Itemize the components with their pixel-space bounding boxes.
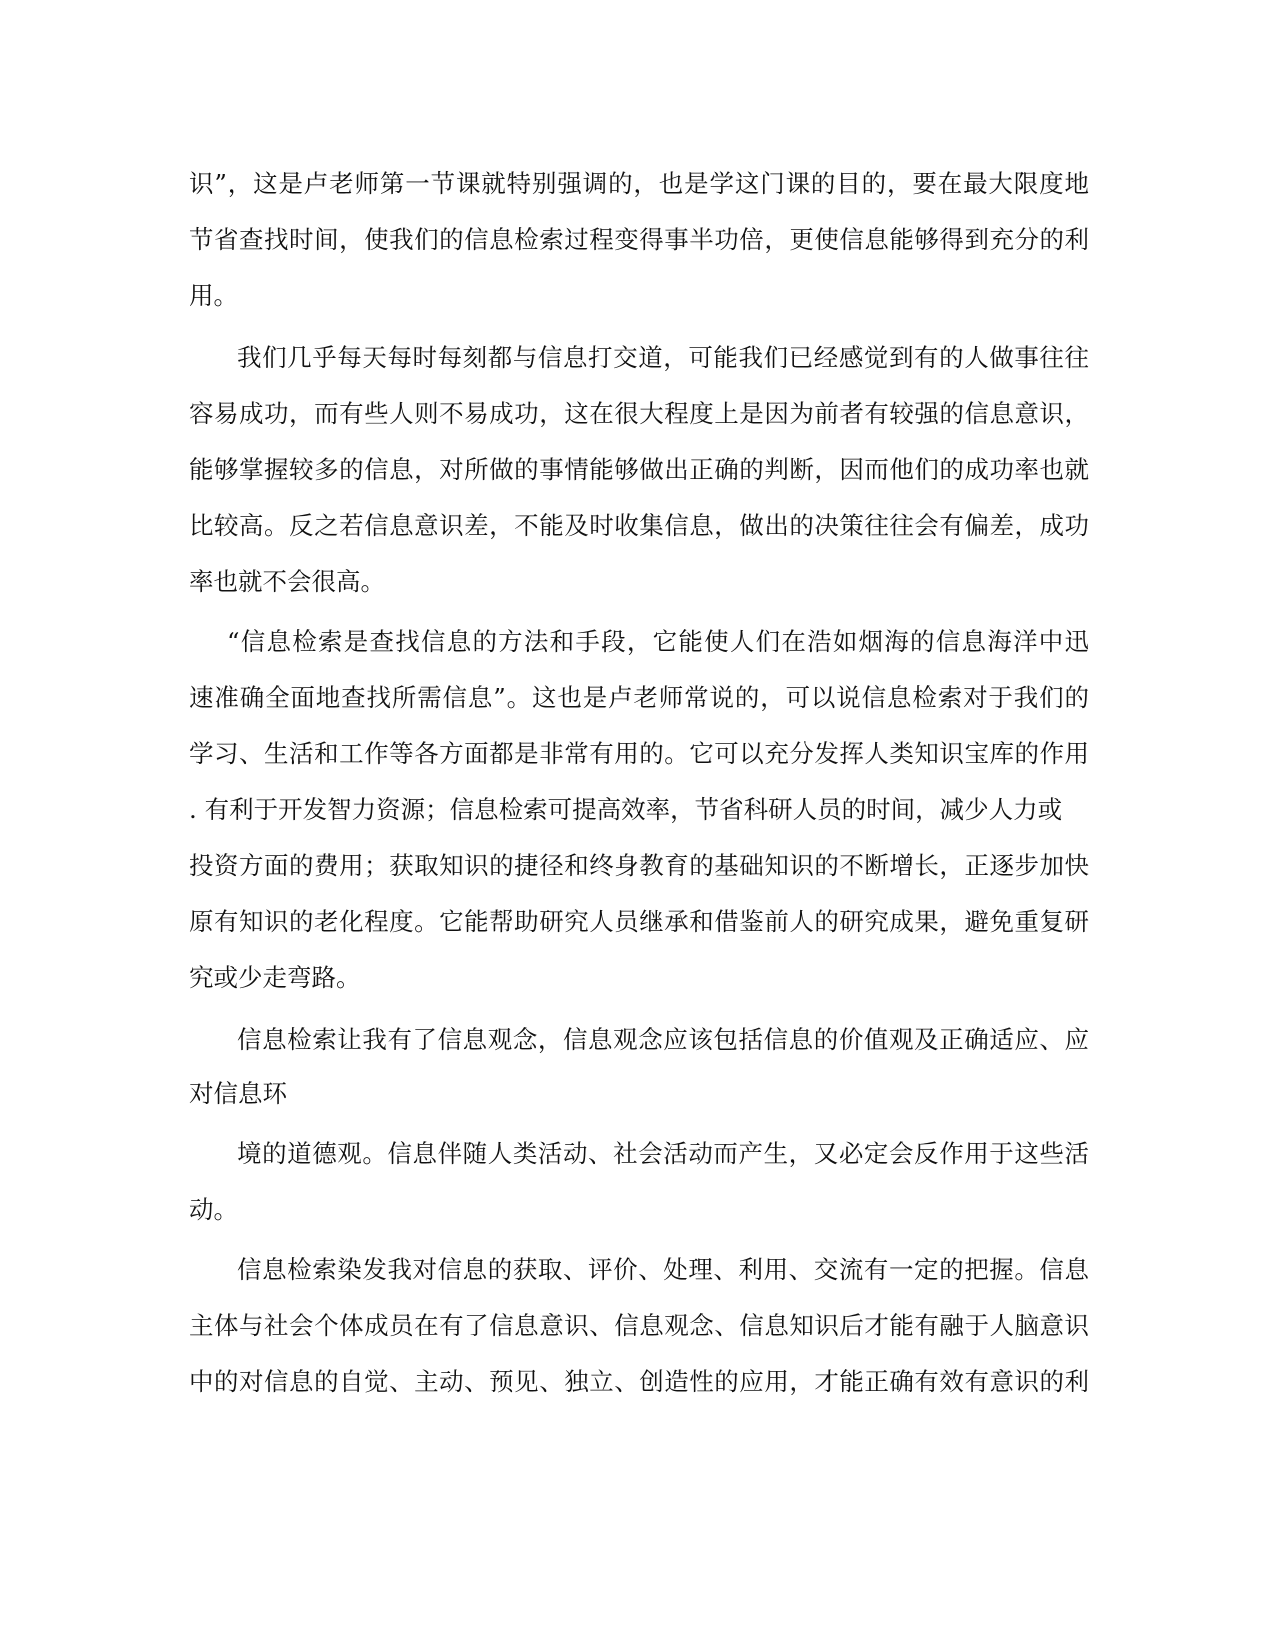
text-line: 境的道德观。信息伴随人类活动、社会活动而产生，又必定会反作用于这些活	[237, 1139, 1089, 1168]
text-line: 率也就不会很高。	[189, 567, 385, 596]
text-line: 原有知识的老化程度。它能帮助研究人员继承和借鉴前人的研究成果，避免重复研	[189, 907, 1089, 936]
text-line: 信息检索染发我对信息的获取、评价、处理、利用、交流有一定的把握。信息	[237, 1255, 1089, 1284]
text-line: 我们几乎每天每时每刻都与信息打交道，可能我们已经感觉到有的人做事往往	[237, 343, 1089, 372]
text-line: . 有利于开发智力资源；信息检索可提高效率，节省科研人员的时间，减少人力或	[189, 795, 1063, 824]
text-line: 中的对信息的自觉、主动、预见、独立、创造性的应用，才能正确有效有意识的利	[189, 1367, 1089, 1396]
text-line: 能够掌握较多的信息，对所做的事情能够做出正确的判断，因而他们的成功率也就	[189, 455, 1089, 484]
text-line: “信息检索是查找信息的方法和手段，它能使人们在浩如烟海的信息海洋中迅	[227, 627, 1089, 656]
text-line: 识”，这是卢老师第一节课就特别强调的，也是学这门课的目的，要在最大限度地	[189, 169, 1089, 198]
text-line: 动。	[189, 1195, 238, 1224]
text-line: 容易成功，而有些人则不易成功，这在很大程度上是因为前者有较强的信息意识，	[189, 399, 1089, 428]
text-line: 投资方面的费用；获取知识的捷径和终身教育的基础知识的不断增长，正逐步加快	[189, 851, 1089, 880]
text-line: 用。	[189, 281, 238, 310]
text-line: 速准确全面地查找所需信息”。这也是卢老师常说的，可以说信息检索对于我们的	[189, 683, 1089, 712]
text-line: 信息检索让我有了信息观念，信息观念应该包括信息的价值观及正确适应、应	[237, 1025, 1089, 1054]
text-line: 究或少走弯路。	[189, 963, 361, 992]
text-line: 学习、生活和工作等各方面都是非常有用的。它可以充分发挥人类知识宝库的作用	[189, 739, 1089, 768]
text-line: 对信息环	[189, 1079, 287, 1108]
text-line: 主体与社会个体成员在有了信息意识、信息观念、信息知识后才能有融于人脑意识	[189, 1311, 1089, 1340]
text-line: 比较高。反之若信息意识差，不能及时收集信息，做出的决策往往会有偏差，成功	[189, 511, 1089, 540]
text-line: 节省查找时间，使我们的信息检索过程变得事半功倍，更使信息能够得到充分的利	[189, 225, 1089, 254]
